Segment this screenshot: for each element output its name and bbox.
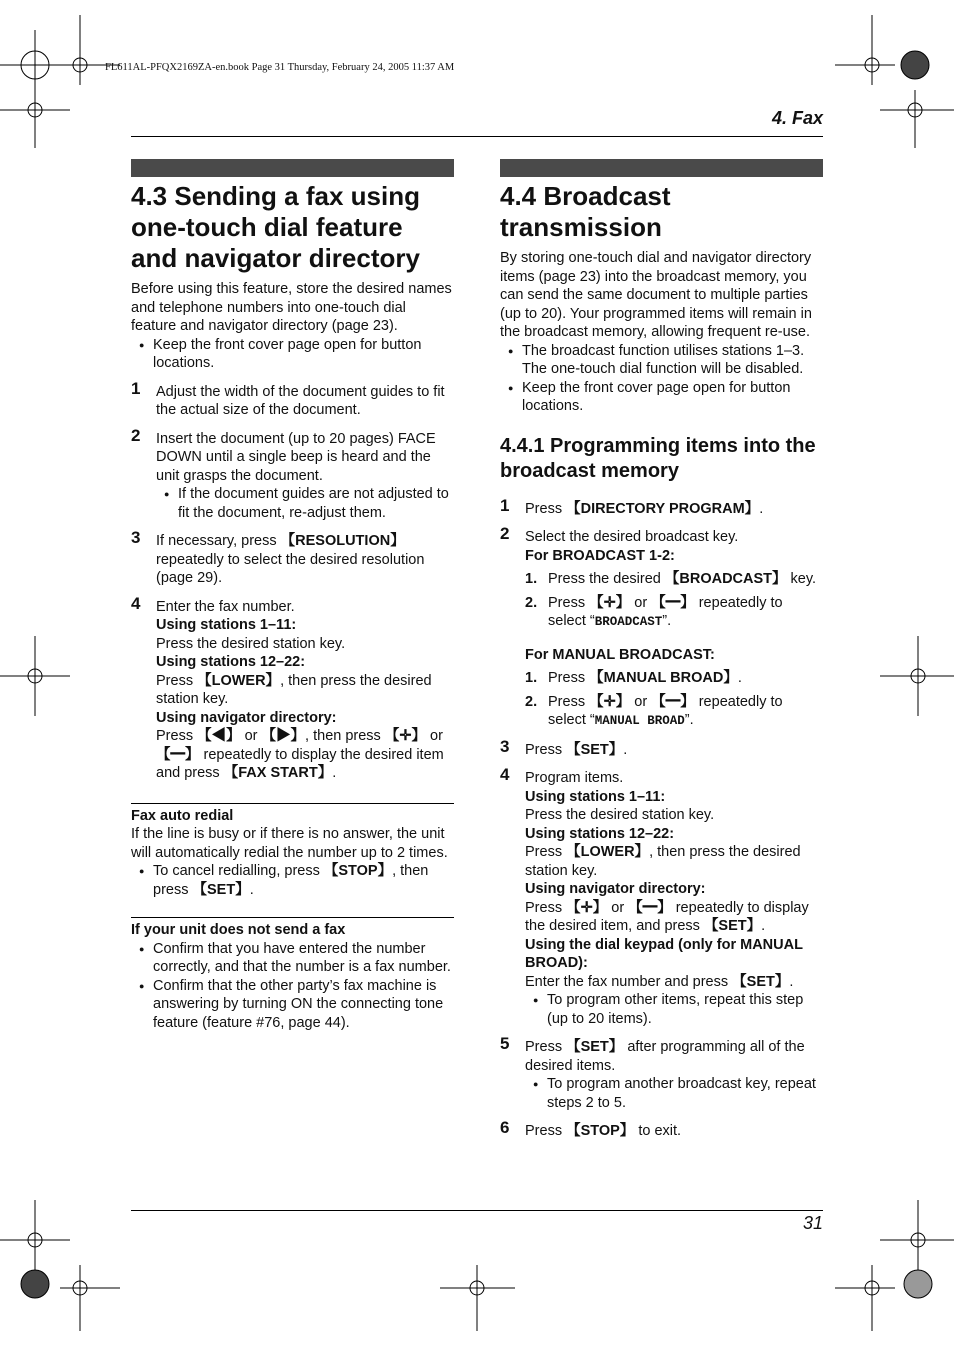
step-number: 5: [500, 1034, 510, 1053]
subhead-manual-broadcast: For MANUAL BROADCAST:: [525, 646, 715, 663]
step-number: 6: [500, 1118, 510, 1137]
intro-text: Before using this feature, store the desired names and telephone numbers into one-touch dial feature and navigator directory (page 23).: [131, 281, 452, 334]
subhead-stations-12-22: Using stations 12–22:: [156, 654, 306, 670]
step-number: 2: [500, 524, 510, 543]
subhead-navigator: Using navigator directory:: [525, 881, 706, 897]
divider: [131, 917, 454, 918]
step-number: 1: [500, 495, 510, 515]
step-3: [500, 736, 823, 760]
step-bullet: ● If the document guides are not adjusted to fit the document, re-adjust them.: [156, 485, 454, 522]
sub-text: Press the desired station key.: [156, 635, 346, 652]
page-number: 31: [802, 1213, 823, 1233]
sub-text: Press 【LOWER】, then press the desired station key.: [525, 844, 801, 879]
step-2: [500, 524, 823, 731]
sub-bullet: ● To program other items, repeat this step (up to 20 items).: [525, 991, 823, 1028]
box-unit-not-send-heading: If your unit does not send a fax: [131, 922, 346, 938]
intro-bullet: ● The broadcast function utilises stations 1–3. The one-touch dial function will be disabled.: [500, 342, 823, 379]
step-text: Insert the document (up to 20 pages) FACE DOWN until a single beep is heard and the unit grasps the document.: [156, 430, 436, 484]
step-bullet: ● To program another broadcast key, repeat steps 2 to 5.: [525, 1075, 823, 1112]
step-number: 4: [500, 765, 510, 784]
box-bullet: ● Confirm that you have entered the number correctly, and that the number is a fax number.: [131, 940, 454, 977]
sub-text: Press 【◀】 or 【▶】, then press 【✛】 or 【━】 repeatedly to display the desired item and press 【FAX START】.: [156, 728, 444, 781]
intro-bullet: ● Keep the front cover page open for button locations.: [131, 336, 454, 373]
intro-bullet: ● Keep the front cover page open for button locations.: [500, 379, 823, 416]
box-text: If the line is busy or if there is no answer, the unit will automatically redial the number up to 2 times.: [131, 826, 448, 861]
sub-text: Press 【LOWER】, then press the desired station key.: [156, 672, 432, 707]
subsection-title-4-4-1: 4.4.1 Programming items into the broadcast memory: [500, 434, 816, 482]
left-column: [131, 181, 454, 1032]
subhead-dial-keypad: Using the dial keypad (only for MANUAL BROAD):: [525, 936, 803, 971]
footer-rule: [131, 1210, 823, 1211]
ordered-item: 2. Press 【✛】 or 【━】 repeatedly to select “MANUAL BROAD”.: [525, 693, 783, 728]
box-fax-auto-redial-heading: Fax auto redial: [131, 807, 234, 824]
subhead-navigator: Using navigator directory:: [156, 709, 337, 726]
step-number: 2: [131, 425, 141, 445]
step-5: [500, 1034, 823, 1112]
step-2: [131, 425, 454, 523]
step-text: Select the desired broadcast key.: [525, 529, 739, 545]
intro-text: By storing one-touch dial and navigator directory items (page 23) into the broadcast memory, you can send the same document to multiple parties (up to 20). Your programmed items will remain in the broadcast memory, allowing frequent re-use.: [500, 250, 812, 340]
step-number: 4: [131, 593, 141, 613]
section-title-4-3: 4.3 Sending a fax using one-touch dial feature and navigator directory: [131, 181, 420, 273]
section-header: 4. Fax: [771, 108, 823, 128]
ordered-item: 1. Press 【MANUAL BROAD】.: [525, 670, 742, 686]
subhead-stations-1-11: Using stations 1–11:: [525, 788, 666, 805]
step-text: Press 【STOP】 to exit.: [525, 1123, 682, 1139]
subhead-stations-1-11: Using stations 1–11:: [156, 617, 297, 633]
step-6: [500, 1118, 823, 1141]
subhead-broadcast: For BROADCAST 1-2:: [525, 547, 675, 564]
section-title-4-4: 4.4 Broadcast transmission: [500, 181, 671, 242]
book-info-line: FL611AL-PFQX2169ZA-en.book Page 31 Thursday, February 24, 2005 11:37 AM: [105, 62, 455, 73]
step-3: [131, 528, 454, 588]
step-number: 3: [500, 736, 510, 756]
header-rule: [131, 136, 823, 137]
subhead-stations-12-22: Using stations 12–22:: [525, 825, 675, 842]
sub-text: Press 【✛】 or 【━】 repeatedly to display the desired item, and press 【SET】.: [525, 899, 809, 934]
step-text: Adjust the width of the document guides to fit the actual size of the document.: [156, 383, 445, 418]
resolution-key: 【RESOLUTION】: [280, 533, 405, 549]
step-text: Program items.: [525, 770, 624, 786]
lower-key: 【LOWER】: [197, 672, 281, 689]
step-number: 1: [131, 378, 141, 398]
divider: [131, 803, 454, 804]
ordered-item: 1. Press the desired 【BROADCAST】 key.: [525, 571, 817, 587]
sub-text: Enter the fax number and press 【SET】.: [525, 973, 794, 990]
step-text: If necessary, press 【RESOLUTION】 repeatedly to select the desired resolution (page 29).: [156, 533, 425, 586]
step-1: [131, 378, 454, 420]
step-text: Press 【DIRECTORY PROGRAM】.: [525, 500, 764, 517]
box-bullet: ● To cancel redialling, press 【STOP】, then press 【SET】.: [131, 862, 454, 899]
step-4: [500, 765, 823, 1028]
right-column: [500, 181, 823, 1141]
step-4: [131, 593, 454, 783]
step-number: 3: [131, 528, 141, 547]
right-section-bar: [500, 159, 823, 177]
sub-text: Press the desired station key.: [525, 807, 715, 823]
ordered-item: 2. Press 【✛】 or 【━】 repeatedly to select “BROADCAST”.: [525, 594, 783, 629]
step-text: Press 【SET】.: [525, 741, 628, 758]
step-text: Press 【SET】 after programming all of the desired items.: [525, 1039, 805, 1074]
step-1: [500, 495, 823, 519]
step-text: Enter the fax number.: [156, 598, 295, 615]
box-bullet: ● Confirm that the other party’s fax machine is answering by turning ON the connecting tone feature (feature #76, page 44).: [131, 977, 454, 1033]
left-section-bar: [131, 159, 454, 177]
